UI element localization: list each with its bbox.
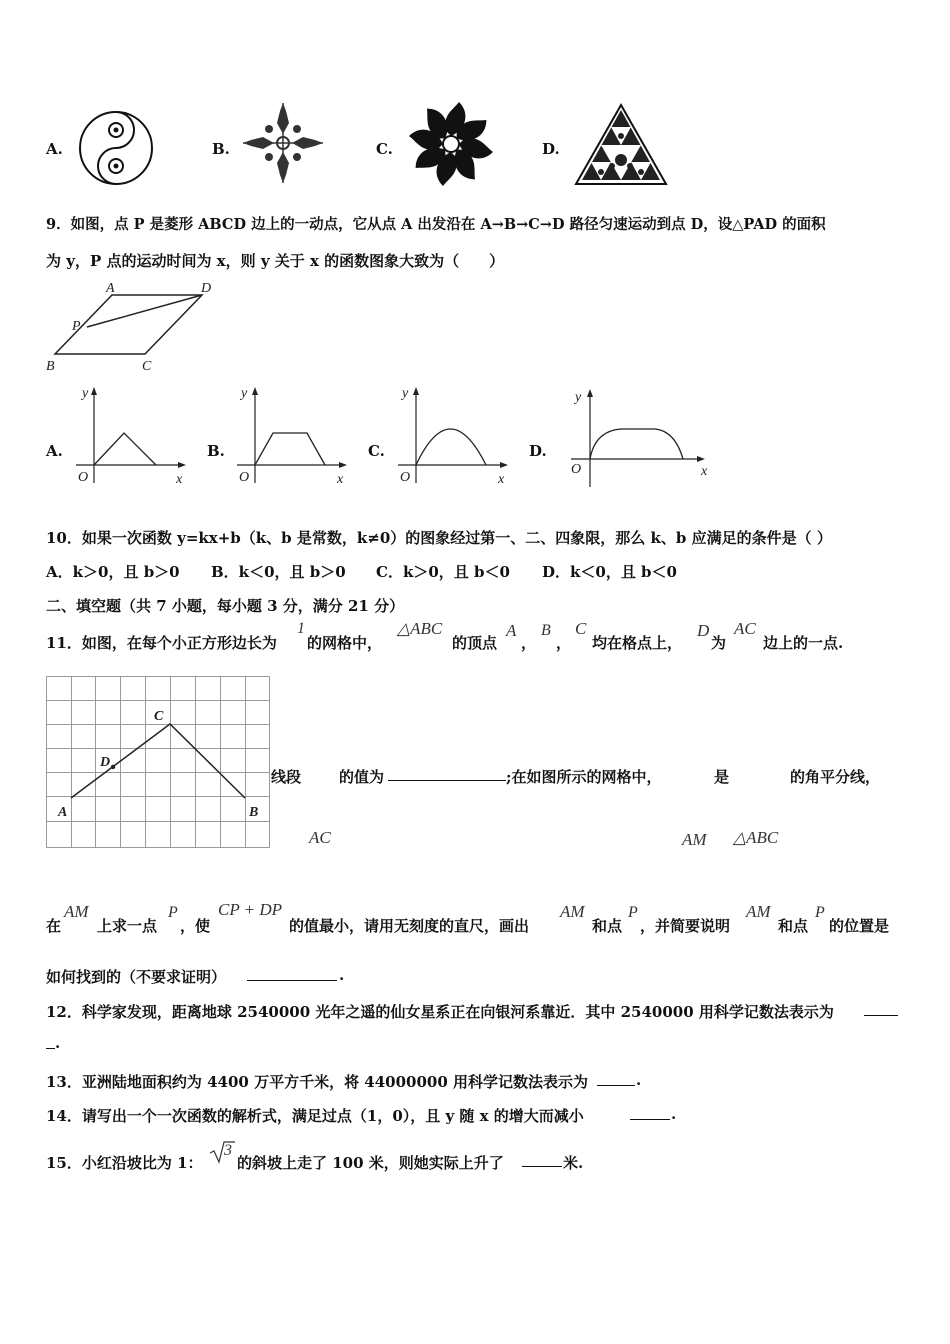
q11-text-6: 边上的一点. <box>763 634 844 652</box>
q11-bisector-text: 的角平分线， <box>790 768 881 786</box>
grid-label-c: C <box>154 709 164 724</box>
svg-text:O: O <box>400 470 411 485</box>
q8-option-d-label: D. <box>542 140 560 158</box>
q9-option-c-label: C. <box>368 442 385 460</box>
svg-text:O: O <box>239 470 250 485</box>
q11-expression: CP + DP <box>218 900 283 919</box>
grid-label-b: B <box>249 805 259 820</box>
q8-option-b-label: B. <box>212 140 230 158</box>
q10-stem: 10．如果一次函数 y=kx+b（k、b 是常数，k≠0）的图象经过第一、二、四象限，那么 k、b 应满足的条件是（ ） <box>46 529 832 547</box>
rhombus-label-p: P <box>72 319 81 334</box>
q11-blank-2[interactable] <box>247 966 337 981</box>
q11-text-2: 的网格中， <box>307 634 383 652</box>
q11-s6: ，并简要说明 <box>640 917 731 935</box>
q11-value-text: 的值为 <box>339 768 385 786</box>
q15-sqrt-value: 3 <box>224 1142 232 1159</box>
sierpinski-triangle-icon <box>574 104 668 186</box>
q10-option-b: B．k＜0，且 b＞0 <box>211 563 346 581</box>
q15-blank[interactable] <box>522 1152 562 1167</box>
q9-stem-line2: 为 y，P 点的运动时间为 x，则 y 关于 x 的函数图象大致为（ ） <box>46 252 505 270</box>
q11-s-p2: P <box>628 904 638 921</box>
q14-blank[interactable] <box>630 1105 670 1120</box>
ornament-cross-icon <box>241 101 325 185</box>
q9-option-d-label: D. <box>529 442 547 460</box>
q13-blank[interactable] <box>597 1071 635 1086</box>
q11-misplaced-ac: AC <box>309 828 331 847</box>
pinwheel-flower-icon <box>405 98 497 190</box>
q11-s7: 和点 <box>778 917 809 935</box>
q11-segment-text: 线段 <box>271 768 302 786</box>
q12-blank-cont[interactable] <box>46 1034 55 1049</box>
q11-misplaced-triangle: △ABC <box>733 828 779 847</box>
section-2-heading: 二、填空题（共 7 小题，每小题 3 分，满分 21 分） <box>46 597 405 615</box>
rhombus-label-a: A <box>106 281 115 296</box>
q11-blank-1[interactable] <box>388 766 506 781</box>
q10-option-c: C．k＞0，且 b＜0 <box>376 563 510 581</box>
grid-label-d: D <box>100 755 111 770</box>
q10-option-d: D．k＜0，且 b＜0 <box>542 563 677 581</box>
q14-end: . <box>671 1105 677 1123</box>
q10-option-a: A．k＞0，且 b＞0 <box>46 563 180 581</box>
q13-stem: 13．亚洲陆地面积约为 4400 万平方千米，将 44000000 用科学记数法表示为 <box>46 1073 589 1091</box>
q9-stem-line1: 9．如图，点 P 是菱形 ABCD 边上的一动点，它从点 A 出发沿在 A→B→C→D 路径匀速运动到点 D，设△PAD 的面积 <box>46 216 826 233</box>
grid-label-a: A <box>58 805 68 820</box>
q12-end: . <box>55 1034 61 1052</box>
svg-text:x: x <box>337 472 344 487</box>
q15-stem: 15．小红沿坡比为 1： <box>46 1154 203 1172</box>
q11-vertex-b: B <box>541 622 551 639</box>
q8-option-a-label: A. <box>46 140 63 158</box>
q11-t2: . <box>339 966 345 984</box>
q11-triangle: △ABC <box>397 619 443 638</box>
q8-option-c-label: C. <box>376 140 393 158</box>
q11-s5: 和点 <box>592 917 623 935</box>
q11-s-am1: AM <box>64 902 89 921</box>
q11-text-5: 为 <box>711 634 727 652</box>
q11-s-p1: P <box>168 904 178 921</box>
svg-text:O: O <box>78 470 89 485</box>
q11-point-d: D <box>697 621 710 640</box>
q13-end: . <box>636 1071 642 1089</box>
q9-option-b-label: B. <box>207 442 225 460</box>
q11-side-ac: AC <box>734 619 756 638</box>
svg-text:O: O <box>571 462 582 477</box>
svg-text:y: y <box>241 386 248 401</box>
q11-is-text: 是 <box>714 768 730 786</box>
graph-option-a <box>70 383 190 488</box>
svg-text:x: x <box>701 464 708 479</box>
q11-one: 1 <box>297 620 305 637</box>
q11-comma-1: ， <box>521 634 537 652</box>
q11-text-3: 的顶点 <box>452 634 498 652</box>
q11-s4: 的值最小，请用无刻度的直尺，画出 <box>289 917 530 935</box>
graph-option-c <box>392 383 512 488</box>
rhombus-figure <box>44 280 224 375</box>
q11-s-am3: AM <box>746 902 771 921</box>
rhombus-label-d: D <box>201 281 212 296</box>
q9-option-a-label: A. <box>46 442 63 460</box>
q14-stem: 14．请写出一个一次函数的解析式，满足过点（1，0），且 y 随 x 的增大而减小 <box>46 1107 584 1125</box>
q11-vertex-a: A <box>506 621 517 640</box>
q11-text-4: 均在格点上， <box>592 634 683 652</box>
yin-yang-icon <box>78 110 154 186</box>
rhombus-label-c: C <box>142 359 152 374</box>
svg-text:y: y <box>82 386 89 401</box>
q11-text-1: 11．如图，在每个小正方形边长为 <box>46 634 277 652</box>
q11-grid-text: ;在如图所示的网格中， <box>506 768 662 786</box>
svg-text:y: y <box>402 386 409 401</box>
q11-s-p3: P <box>815 904 825 921</box>
q11-s3: ，使 <box>180 917 211 935</box>
q11-t1: 如何找到的（不要求证明） <box>46 968 227 986</box>
svg-text:x: x <box>498 472 505 487</box>
q11-s2: 上求一点 <box>97 917 158 935</box>
rhombus-label-b: B <box>46 359 55 374</box>
q11-comma-2: ， <box>556 634 572 652</box>
q11-s8: 的位置是 <box>829 917 890 935</box>
graph-option-d <box>563 385 713 490</box>
q11-misplaced-am: AM <box>682 830 707 849</box>
q12-stem: 12．科学家发现，距离地球 2540000 光年之遥的仙女星系正在向银河系靠近．其中 2540000 用科学记数法表示为 <box>46 1003 834 1021</box>
graph-option-b <box>231 383 351 488</box>
q11-vertex-c: C <box>575 619 587 638</box>
q11-grid-figure <box>46 676 272 850</box>
svg-text:x: x <box>176 472 183 487</box>
q11-s1: 在 <box>46 917 62 935</box>
q15-end: 米. <box>563 1154 584 1172</box>
svg-text:y: y <box>575 390 582 405</box>
q12-blank[interactable] <box>864 1001 898 1016</box>
q11-s-am2: AM <box>560 902 585 921</box>
q15-text-2: 的斜坡上走了 100 米，则她实际上升了 <box>237 1154 504 1172</box>
